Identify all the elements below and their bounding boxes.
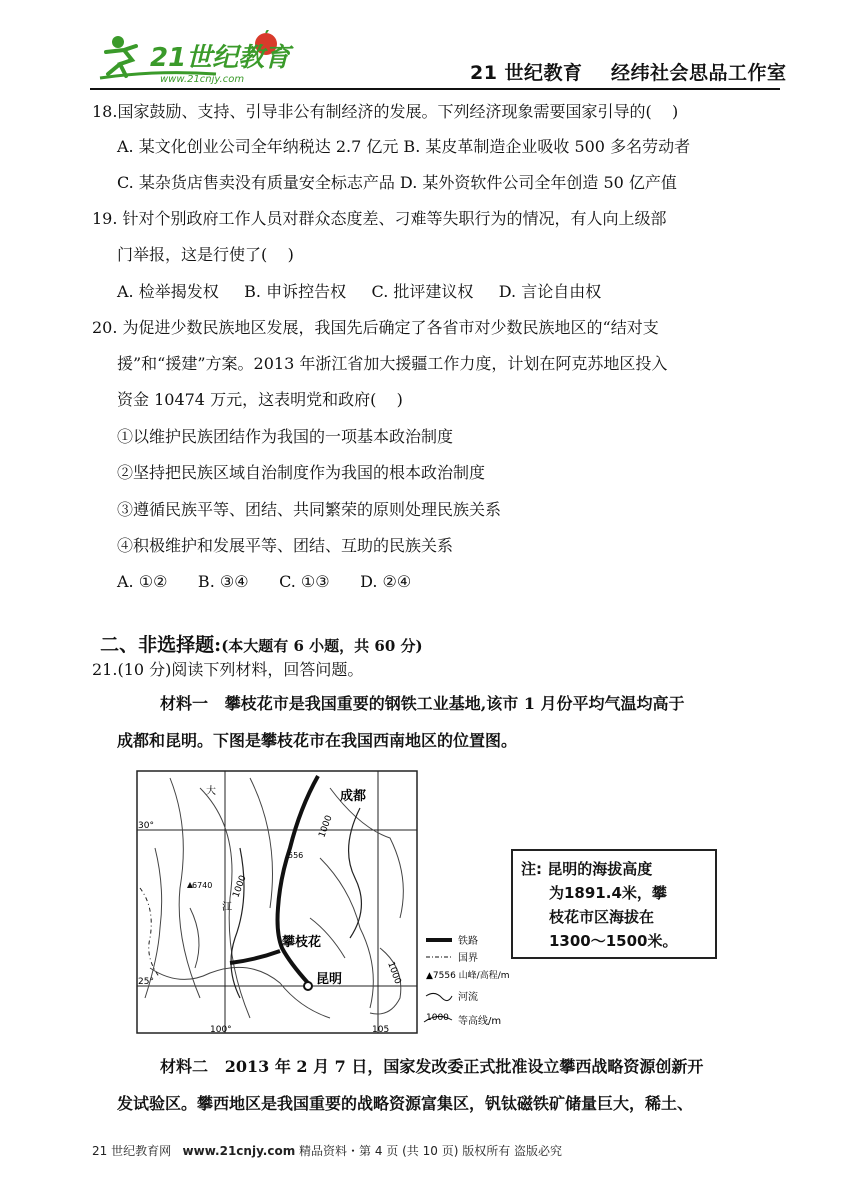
contour-lines [145, 778, 403, 1018]
label-lat30: 30° [138, 821, 154, 831]
q21-stem: 21.(10 分)阅读下列材料，回答问题。 [92, 660, 364, 679]
peak-label: 6740 [192, 881, 213, 890]
q20-options: A. ①② B. ③④ C. ①③ D. ②④ [117, 572, 412, 591]
national-border [140, 888, 160, 978]
q20-item1: ①以维护民族团结作为我国的一项基本政治制度 [117, 427, 454, 446]
legend-contour-value: 1000 [426, 1013, 449, 1023]
q18-options-ab: A. 某文化创业公司全年纳税达 2.7 亿元 B. 某皮革制造企业吸收 500 多名劳动者 [117, 137, 691, 156]
footer-site: 21 世纪教育网 [92, 1144, 172, 1158]
q20-stem-line1: 20. 为促进少数民族地区发展，我国先后确定了各省市对少数民族地区的“结对支 [92, 318, 659, 337]
label-panzhihua: 攀枝花 [282, 935, 322, 950]
header-divider [90, 88, 780, 90]
footer-url[interactable]: www.21cnjy.com [182, 1144, 296, 1158]
label-lat25: 25° [138, 977, 154, 987]
header-title: 21 世纪教育 经纬社会思品工作室 [470, 62, 787, 84]
legend-railway: 铁路 [458, 936, 478, 947]
legend-river: 河流 [458, 992, 478, 1003]
section2-note: (本大题有 6 小题，共 60 分) [221, 637, 423, 655]
q21-material1-line1: 材料一 攀枝花市是我国重要的钢铁工业基地,该市 1 月份平均气温均高于 [160, 694, 685, 713]
logo-url: www.21cnjy.com [160, 74, 245, 85]
label-lon105: 105 [372, 1025, 390, 1035]
label-kunming: 昆明 [316, 972, 343, 987]
q21-material1-line2: 成都和昆明。下图是攀枝花市在我国西南地区的位置图。 [117, 731, 518, 750]
logo-text: 21世纪教育 [150, 43, 291, 73]
q19-stem-line1: 19. 针对个别政府工作人员对群众态度差、刁难等失职行为的情况，有人向上级部 [92, 209, 667, 228]
river-label-a: 大 [206, 786, 216, 797]
q18-stem: 18.国家鼓励、支持、引导非公有制经济的发展。下列经济现象需要国家引导的( ) [92, 102, 679, 121]
q18-options-cd: C. 某杂货店售卖没有质量安全标志产品 D. 某外资软件公司全年创造 50 亿产值 [117, 173, 677, 192]
southwest-china-map [130, 768, 525, 1040]
legend-peak: ▲7556 山峰/高程/m [426, 971, 510, 981]
map-note-line3: 枝花市区海拔在 [549, 908, 655, 926]
q20-item4: ④积极维护和发展平等、团结、互助的民族关系 [117, 536, 454, 555]
legend-river-symbol [426, 993, 452, 1000]
label-lon100: 100° [210, 1025, 232, 1035]
map-legend [424, 934, 510, 1027]
site-logo [96, 30, 296, 86]
map-note-line1: 注: 昆明的海拔高度 [521, 860, 653, 878]
q21-material2-line2: 发试验区。攀西地区是我国重要的战略资源富集区，钒钛磁铁矿储量巨大，稀土、 [117, 1094, 694, 1113]
river-label-b: 江 [222, 902, 232, 913]
map-note-line4: 1300～1500米。 [549, 932, 678, 950]
kunming-dot [304, 982, 312, 990]
q21-material2-line1: 材料二 2013 年 2 月 7 日，国家发改委正式批准设立攀西战略资源创新开 [160, 1057, 704, 1076]
q19-options: A. 检举揭发权 B. 申诉控告权 C. 批评建议权 D. 言论自由权 [117, 282, 602, 301]
contour-label-1000-c: 1000 [385, 960, 403, 986]
q19-stem-line2: 门举报，这是行使了( ) [117, 245, 294, 264]
contour-label-1000-b: 1000 [231, 874, 249, 900]
q20-item3: ③遵循民族平等、团结、共同繁荣的原则处理民族关系 [117, 500, 502, 519]
page-footer [92, 1142, 562, 1159]
label-chengdu: 成都 [340, 789, 367, 804]
map-note-box [511, 849, 717, 959]
legend-border: 国界 [458, 953, 478, 964]
q20-stem-line3: 资金 10474 万元，这表明党和政府( ) [117, 390, 403, 409]
map-note-line2: 为1891.4米，攀 [549, 884, 667, 902]
contour-label-1000-a: 1000 [317, 814, 335, 840]
footer-rest: 精品资料・第 4 页 (共 10 页) 版权所有 盗版必究 [295, 1144, 563, 1158]
q20-stem-line2: 援”和“援建”方案。2013 年浙江省加大援疆工作力度，计划在阿克苏地区投入 [117, 354, 668, 373]
legend-contour: 等高线/m [458, 1016, 502, 1027]
section2-title: 二、非选择题: [100, 634, 222, 656]
q20-item2: ②坚持把民族区域自治制度作为我国的根本政治制度 [117, 463, 486, 482]
height-label: 556 [288, 851, 304, 860]
